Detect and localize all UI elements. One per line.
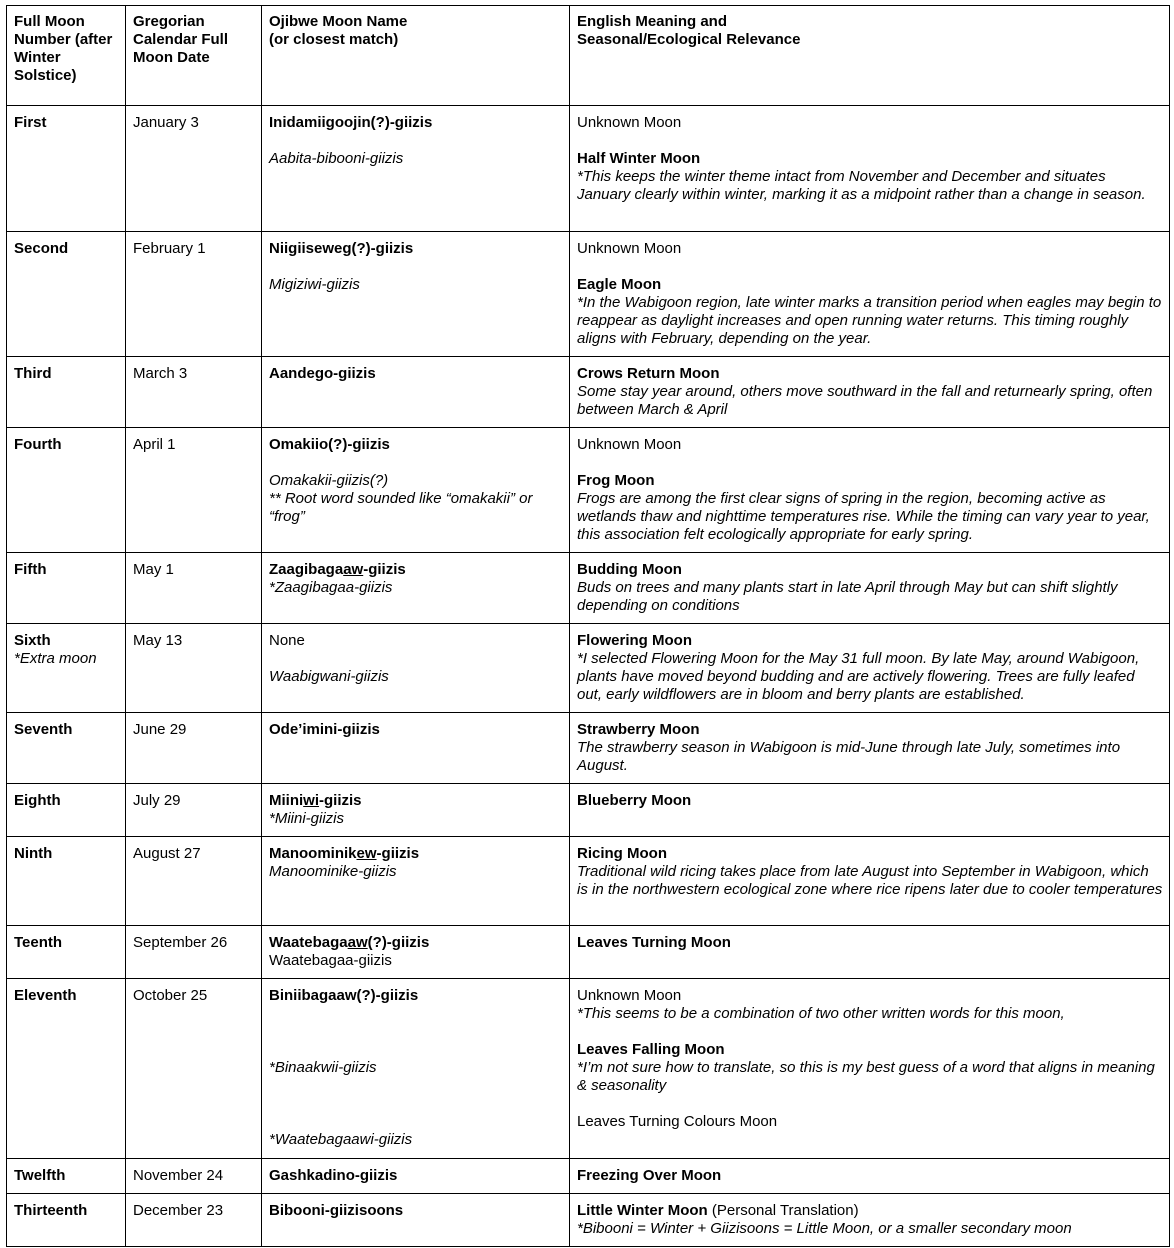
ojibwe-name-cell [262,106,570,232]
meaning-cell [570,837,1170,926]
ojibwe-name-underlined: wi [303,792,320,809]
meaning-primary: Strawberry Moon [577,721,700,738]
ojibwe-name-part: Miini [269,792,304,809]
ojibwe-name [269,792,563,810]
ojibwe-name: Aandego-giizis [269,365,376,382]
ojibwe-alt-name: *Miini-giizis [269,810,345,827]
meaning-note: *This keeps the winter theme intact from November and December and situates January clearly within winter, marking it as a midpoint rather than a change in season. [577,168,1146,203]
moon-number: Thirteenth [7,1194,126,1247]
meaning-note: *I’m not sure how to translate, so this is my best guess of a word that aligns in meaning & seasonality [577,1059,1155,1094]
meaning-primary: Budding Moon [577,561,682,578]
moon-date: March 3 [126,357,262,428]
ojibwe-name-cell [262,1159,570,1194]
meaning-primary-suffix: (Personal Translation) [707,1202,859,1219]
meaning-secondary: Half Winter Moon [577,150,701,167]
meaning-cell [570,1194,1170,1247]
header-english-meaning [570,6,1170,106]
moon-date: July 29 [126,784,262,837]
meaning-primary: Unknown Moon [577,114,682,131]
meaning-primary: Leaves Turning Moon [577,934,731,951]
ojibwe-name-part: -giizis [376,845,420,862]
ojibwe-alt-name-2: *Waatebagaawi-giizis [269,1131,413,1148]
ojibwe-name-cell [262,784,570,837]
moon-number: Ninth [7,837,126,926]
moon-number: Teenth [7,926,126,979]
table-row [7,624,1170,713]
meaning-primary-line [577,1202,1163,1220]
header-moon-number: Full Moon Number (after Winter Solstice) [7,6,126,106]
table-row [7,106,1170,232]
meaning-note-text: *Bibooni = Winter + Giizisoons = Little Moon, or a smaller secondary moon [577,1220,1072,1237]
ojibwe-name-cell [262,926,570,979]
meaning-primary: Unknown Moon [577,240,682,257]
moon-number: Fourth [7,428,126,553]
meaning-primary: Ricing Moon [577,845,667,862]
ojibwe-alt-name: *Binaakwii-giizis [269,1059,377,1076]
meaning-secondary: Leaves Falling Moon [577,1041,725,1058]
ojibwe-name [269,561,563,579]
ojibwe-name: Ode’imini-giizis [269,721,380,738]
header-ojibwe-name-line2: (or closest match) [269,31,399,48]
moon-date: January 3 [126,106,262,232]
table-row [7,357,1170,428]
moon-number: Seventh [7,713,126,784]
meaning-tertiary: Leaves Turning Colours Moon [577,1113,778,1130]
meaning-note: Some stay year around, others move southward in the fall and returnearly spring, often between March & April [577,383,1153,418]
meaning-note: Traditional wild ricing takes place from late August into September in Wabigoon, which is in the northwestern ecological zone where rice ripens later due to cooler temperatures [577,863,1163,898]
moon-date: April 1 [126,428,262,553]
ojibwe-name-part: -giizis [319,792,362,809]
ojibwe-name-part: Waatebaga [269,934,348,951]
moon-number-note: *Extra moon [14,650,97,667]
moon-number-cell [7,624,126,713]
moon-date: September 26 [126,926,262,979]
meaning-cell [570,784,1170,837]
ojibwe-name [269,934,563,952]
ojibwe-name-underlined: aw [347,934,368,951]
moon-number: Eleventh [7,979,126,1159]
meaning-cell [570,624,1170,713]
ojibwe-name-cell [262,713,570,784]
meaning-cell [570,106,1170,232]
table-row [7,553,1170,624]
meaning-cell [570,232,1170,357]
ojibwe-name: Omakiio(?)-giizis [269,436,390,453]
moon-number: Twelfth [7,1159,126,1194]
moon-date: May 1 [126,553,262,624]
ojibwe-name-part: Manoominik [269,845,357,862]
ojibwe-alt-name: Manoominike-giizis [269,863,397,880]
ojibwe-name-cell [262,553,570,624]
header-gregorian-date: Gregorian Calendar Full Moon Date [126,6,262,106]
moon-date: February 1 [126,232,262,357]
meaning-cell [570,357,1170,428]
ojibwe-name: Niigiiseweg(?)-giizis [269,240,414,257]
meaning-primary: Little Winter Moon [577,1202,708,1219]
ojibwe-name [269,845,563,863]
header-ojibwe-name-line1: Ojibwe Moon Name [269,13,408,30]
header-english-meaning-line1: English Meaning and [577,13,728,30]
meaning-cell [570,553,1170,624]
meaning-primary: Unknown Moon [577,987,682,1004]
moon-number: Sixth [14,632,51,649]
meaning-secondary: Eagle Moon [577,276,662,293]
moon-number: Second [7,232,126,357]
meaning-cell [570,428,1170,553]
moon-calendar-table [6,5,1170,1247]
moon-number: Third [7,357,126,428]
header-ojibwe-name [262,6,570,106]
table-row [7,979,1170,1159]
meaning-primary-note: *This seems to be a combination of two other written words for this moon, [577,1005,1065,1022]
ojibwe-name: Biniibagaaw(?)-giizis [269,987,419,1004]
meaning-cell [570,1159,1170,1194]
ojibwe-name-cell [262,624,570,713]
table-row [7,713,1170,784]
meaning-cell [570,926,1170,979]
ojibwe-name-cell [262,837,570,926]
meaning-note: Frogs are among the first clear signs of spring in the region, becoming active as wetlands thaw and nighttime temperatures rise. While the timing can vary year to year, this association felt ecologically appropriate for early spring. [577,490,1150,543]
ojibwe-name-underlined: ew [356,845,377,862]
table-row [7,1194,1170,1247]
meaning-primary: Freezing Over Moon [577,1167,722,1184]
table-row [7,926,1170,979]
header-english-meaning-line2: Seasonal/Ecological Relevance [577,31,801,48]
ojibwe-name-cell [262,357,570,428]
meaning-note: The strawberry season in Wabigoon is mid-June through late July, sometimes into August. [577,739,1121,774]
moon-number: First [7,106,126,232]
ojibwe-alt-name: Aabita-bibooni-giizis [269,150,404,167]
meaning-secondary: Frog Moon [577,472,655,489]
ojibwe-alt-name: Waatebagaa-giizis [269,952,392,969]
moon-date: May 13 [126,624,262,713]
ojibwe-name: Gashkadino-giizis [269,1167,398,1184]
meaning-primary: Crows Return Moon [577,365,720,382]
table-row [7,428,1170,553]
meaning-primary: Flowering Moon [577,632,692,649]
moon-date: November 24 [126,1159,262,1194]
meaning-cell [570,979,1170,1159]
ojibwe-name: None [269,632,305,649]
ojibwe-name: Inidamiigoojin(?)-giizis [269,114,433,131]
meaning-cell [570,713,1170,784]
meaning-note [577,1220,1163,1238]
meaning-note: *In the Wabigoon region, late winter marks a transition period when eagles may begin to reappear as daylight increases and open running water returns. This timing roughly aligns with February, depending on the year. [577,294,1162,347]
table-row [7,232,1170,357]
ojibwe-name-cell [262,428,570,553]
table-row [7,784,1170,837]
ojibwe-name-cell [262,232,570,357]
table-row [7,837,1170,926]
ojibwe-name: Bibooni-giizisoons [269,1202,404,1219]
moon-number: Eighth [7,784,126,837]
moon-number: Fifth [7,553,126,624]
ojibwe-name-part: (?)-giizis [367,934,430,951]
ojibwe-name-underlined: aw [343,561,364,578]
meaning-note: Buds on trees and many plants start in late April through May but can shift slightly depending on conditions [577,579,1118,614]
ojibwe-alt-name: *Zaagibagaa-giizis [269,579,393,596]
meaning-primary: Blueberry Moon [577,792,692,809]
ojibwe-name-part: Zaagibaga [269,561,344,578]
ojibwe-name-part: -giizis [363,561,406,578]
ojibwe-name-cell [262,1194,570,1247]
ojibwe-alt-name: Waabigwani-giizis [269,668,389,685]
ojibwe-name-cell [262,979,570,1159]
meaning-note: *I selected Flowering Moon for the May 31 full moon. By late May, around Wabigoon, plants have moved beyond budding and are actively flowering. Trees are fully leafed out, early wildflowers are in bloom and berry plants are established. [577,650,1140,703]
ojibwe-root-note: ** Root word sounded like “omakakii” or “frog” [269,490,533,525]
moon-date: August 27 [126,837,262,926]
moon-date: June 29 [126,713,262,784]
table-row [7,1159,1170,1194]
meaning-primary: Unknown Moon [577,436,682,453]
moon-date: December 23 [126,1194,262,1247]
header-row [7,6,1170,106]
ojibwe-alt-name: Omakakii-giizis(?) [269,472,389,489]
ojibwe-alt-name: Migiziwi-giizis [269,276,360,293]
moon-date: October 25 [126,979,262,1159]
